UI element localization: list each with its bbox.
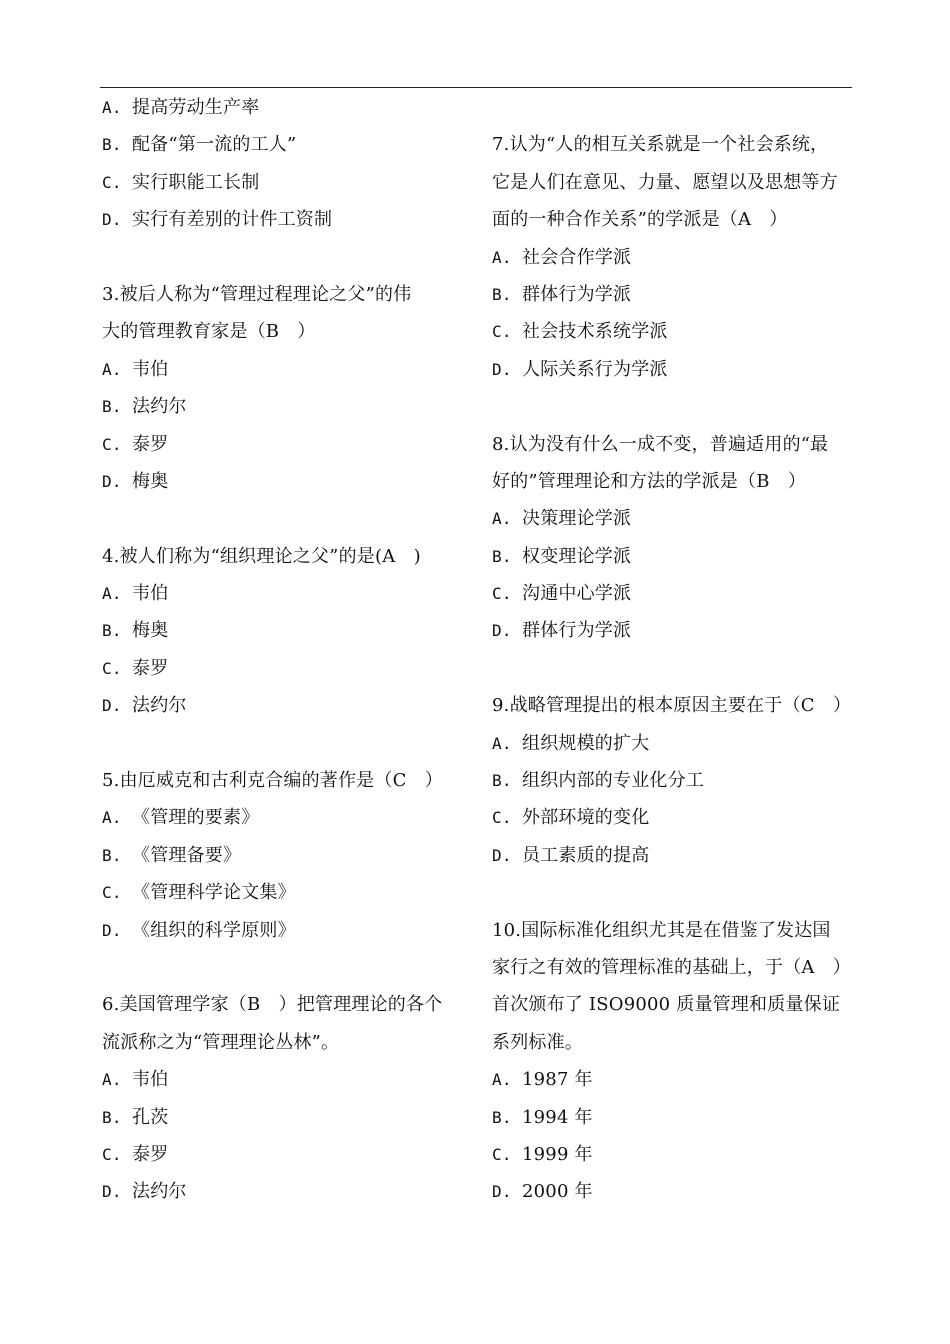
answer-option xyxy=(492,762,854,799)
answer-option xyxy=(102,912,477,949)
left-column xyxy=(102,89,477,1211)
answer-option xyxy=(492,351,854,388)
option-text: 梅奥 xyxy=(132,470,169,492)
answer-option xyxy=(492,837,854,874)
option-text: 法约尔 xyxy=(132,396,187,418)
option-key: C. xyxy=(102,434,122,454)
answer-option xyxy=(102,351,477,388)
question-stem-line: 4.被人们称为“组织理论之父”的是(A ) xyxy=(102,545,421,567)
option-text: 韦伯 xyxy=(132,1069,169,1091)
question-stem-line: 10.国际标准化组织尤其是在借鉴了发达国 xyxy=(492,919,831,941)
answer-option xyxy=(102,687,477,724)
option-key: A. xyxy=(492,509,512,529)
option-text: 员工素质的提高 xyxy=(522,844,650,866)
option-text: 配备“第一流的工人” xyxy=(132,134,297,156)
option-key: D. xyxy=(492,1182,512,1202)
option-key: C. xyxy=(102,658,122,678)
option-text: 泰罗 xyxy=(132,657,169,679)
spacer xyxy=(102,949,477,986)
question-stem-line: 家行之有效的管理标准的基础上，于（A ） xyxy=(492,956,851,978)
question-stem-line: 6.美国管理学家（B ）把管理理论的各个 xyxy=(102,994,443,1016)
option-text: 组织内部的专业化分工 xyxy=(522,770,704,792)
option-key: D. xyxy=(102,696,122,716)
question-stem-line: 5.由厄威克和古利克合编的著作是（C ） xyxy=(102,770,443,792)
answer-option xyxy=(102,201,477,238)
answer-option xyxy=(492,1173,854,1210)
question-stem-line: 流派称之为“管理理论丛林”。 xyxy=(102,1031,340,1053)
option-text: 1987 年 xyxy=(522,1069,593,1091)
option-key: A. xyxy=(492,247,512,267)
option-key: D. xyxy=(492,359,512,379)
option-key: D. xyxy=(102,471,122,491)
option-text: 组织规模的扩大 xyxy=(522,732,650,754)
option-text: 群体行为学派 xyxy=(522,620,632,642)
option-key: A. xyxy=(102,584,122,604)
spacer xyxy=(102,500,477,537)
option-text: 韦伯 xyxy=(132,358,169,380)
option-key: D. xyxy=(102,210,122,230)
question-stem-line: 首次颁布了 ISO9000 质量管理和质量保证 xyxy=(492,994,841,1016)
answer-option xyxy=(102,1099,477,1136)
question-stem-line: 7.认为“人的相互关系就是一个社会系统， xyxy=(492,134,829,156)
option-text: 法约尔 xyxy=(132,695,187,717)
option-key: A. xyxy=(102,359,122,379)
option-key: B. xyxy=(492,1107,512,1127)
option-key: D. xyxy=(102,920,122,940)
option-key: D. xyxy=(102,1182,122,1202)
option-text: 泰罗 xyxy=(132,433,169,455)
option-text: 人际关系行为学派 xyxy=(522,358,668,380)
option-text: 《管理科学论文集》 xyxy=(132,882,296,904)
answer-option xyxy=(102,1136,477,1173)
option-text: 梅奥 xyxy=(132,620,169,642)
option-key: C. xyxy=(492,322,512,342)
spacer xyxy=(102,239,477,276)
answer-option xyxy=(102,1061,477,1098)
answer-option xyxy=(102,612,477,649)
option-key: A. xyxy=(102,98,122,117)
option-key: C. xyxy=(102,883,122,903)
option-key: B. xyxy=(102,135,122,155)
option-text: 社会技术系统学派 xyxy=(522,321,668,343)
answer-option xyxy=(492,538,854,575)
option-text: 外部环境的变化 xyxy=(522,807,650,829)
option-text: 权变理论学派 xyxy=(522,545,632,567)
option-key: D. xyxy=(492,845,512,865)
header-rule xyxy=(100,87,852,88)
option-text: 韦伯 xyxy=(132,583,169,605)
answer-option xyxy=(492,313,854,350)
option-key: B. xyxy=(492,771,512,791)
answer-option xyxy=(102,126,477,163)
option-key: B. xyxy=(102,845,122,865)
option-key: C. xyxy=(102,1144,122,1164)
option-text: 实行有差别的计件工资制 xyxy=(132,209,333,231)
option-text: 2000 年 xyxy=(522,1181,593,1203)
option-text: 1999 年 xyxy=(522,1143,593,1165)
answer-option xyxy=(102,426,477,463)
option-text: 《组织的科学原则》 xyxy=(132,919,296,941)
option-key: B. xyxy=(102,621,122,641)
option-key: B. xyxy=(102,1107,122,1127)
answer-option xyxy=(492,1099,854,1136)
answer-option xyxy=(102,89,477,126)
answer-option xyxy=(492,612,854,649)
question-stem-line: 系列标准。 xyxy=(492,1031,583,1053)
question-stem-line: 面的一种合作关系”的学派是（A ） xyxy=(492,209,788,231)
option-text: 孔茨 xyxy=(132,1106,169,1128)
option-text: 法约尔 xyxy=(132,1181,187,1203)
answer-option xyxy=(102,388,477,425)
question-stem-line: 3.被后人称为“管理过程理论之父”的伟 xyxy=(102,283,412,305)
spacer xyxy=(492,874,854,911)
right-column xyxy=(492,89,854,1211)
option-text: 社会合作学派 xyxy=(522,246,632,268)
answer-option xyxy=(492,1061,854,1098)
option-text: 泰罗 xyxy=(132,1143,169,1165)
answer-option xyxy=(102,1173,477,1210)
question-stem-line: 好的”管理理论和方法的学派是（B ） xyxy=(492,470,807,492)
answer-option xyxy=(492,239,854,276)
option-text: 提高劳动生产率 xyxy=(132,97,260,118)
answer-option xyxy=(492,500,854,537)
answer-option xyxy=(102,575,477,612)
spacer xyxy=(492,650,854,687)
option-key: C. xyxy=(492,1144,512,1164)
option-text: 沟通中心学派 xyxy=(522,583,632,605)
spacer xyxy=(492,388,854,425)
option-key: A. xyxy=(102,808,122,828)
option-key: C. xyxy=(102,172,122,192)
option-key: B. xyxy=(492,546,512,566)
option-text: 《管理的要素》 xyxy=(132,807,260,829)
question-stem-line: 9.战略管理提出的根本原因主要在于（C ） xyxy=(492,695,852,717)
option-text: 1994 年 xyxy=(522,1106,593,1128)
spacer xyxy=(102,725,477,762)
option-key: A. xyxy=(102,1070,122,1090)
question-stem-line: 它是人们在意见、力量、愿望以及思想等方 xyxy=(492,171,838,193)
answer-option xyxy=(102,164,477,201)
question-stem-line: 8.认为没有什么一成不变，普遍适用的“最 xyxy=(492,433,829,455)
option-key: C. xyxy=(492,808,512,828)
answer-option xyxy=(102,650,477,687)
option-key: A. xyxy=(492,1070,512,1090)
answer-option xyxy=(102,874,477,911)
option-text: 决策理论学派 xyxy=(522,508,632,530)
option-key: C. xyxy=(492,584,512,604)
option-key: D. xyxy=(492,621,512,641)
option-key: B. xyxy=(492,284,512,304)
question-stem-line: 大的管理教育家是（B ） xyxy=(102,321,316,343)
answer-option xyxy=(102,463,477,500)
answer-option xyxy=(492,575,854,612)
option-text: 群体行为学派 xyxy=(522,283,632,305)
spacer xyxy=(492,89,854,126)
answer-option xyxy=(492,276,854,313)
answer-option xyxy=(102,837,477,874)
option-text: 《管理备要》 xyxy=(132,844,242,866)
answer-option xyxy=(492,1136,854,1173)
answer-option xyxy=(492,799,854,836)
option-key: A. xyxy=(492,733,512,753)
option-text: 实行职能工长制 xyxy=(132,171,260,193)
answer-option xyxy=(102,799,477,836)
answer-option xyxy=(492,725,854,762)
option-key: B. xyxy=(102,397,122,417)
